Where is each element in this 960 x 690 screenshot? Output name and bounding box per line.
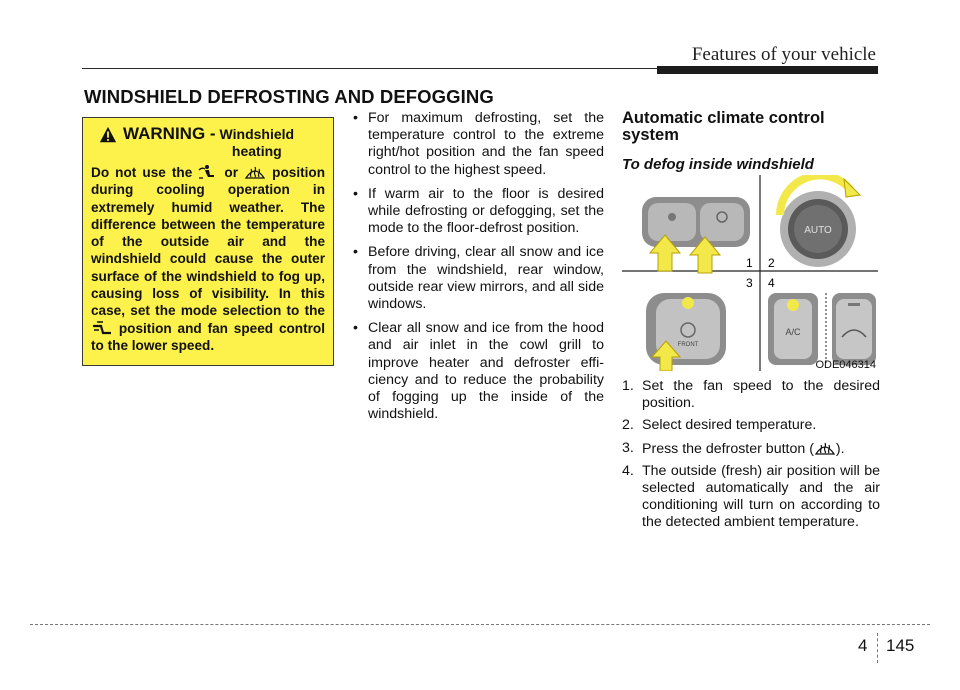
warning-text-or: or bbox=[224, 165, 245, 180]
floor-defrost-mode-icon bbox=[198, 164, 218, 180]
step-item bbox=[622, 440, 880, 458]
running-header: Features of your vehicle bbox=[691, 44, 876, 65]
bullet-item: • Before driving, clear all snow and ice from the windshield, rear window, outside rear view mirrors, and all side windows. bbox=[352, 244, 604, 313]
step-number: 4. bbox=[622, 462, 634, 479]
warning-header bbox=[99, 124, 325, 160]
step-item bbox=[622, 417, 880, 434]
bullet-item: • Clear all snow and ice from the hood and air inlet in the cowl grill to improve heater and defroster efficiency and to reduce the probability of fogging up the inside of the windshield. bbox=[352, 320, 604, 423]
floor-mode-icon bbox=[91, 320, 113, 336]
defrost-icon bbox=[814, 440, 836, 456]
step-text: Select desired temperature. bbox=[642, 417, 817, 434]
step-number: 2. bbox=[622, 417, 634, 434]
warning-text-part1: Do not use the bbox=[91, 165, 199, 180]
quadrant-number: 3 bbox=[746, 276, 753, 290]
quadrant-number: 4 bbox=[768, 276, 775, 290]
footer-rule bbox=[30, 624, 930, 625]
step-text: Set the fan speed to the desired position. bbox=[642, 378, 880, 412]
header-bar bbox=[657, 66, 878, 74]
warning-box bbox=[82, 117, 334, 366]
step-item bbox=[622, 463, 880, 532]
step-item bbox=[622, 378, 880, 412]
quadrant-number: 1 bbox=[746, 256, 753, 270]
page-number: 145 bbox=[886, 636, 915, 655]
bullet-item: • If warm air to the floor is desired while defrosting or defogging, set the mode to the floor-defrost position. bbox=[352, 186, 604, 238]
warning-text-part3: position and fan speed control to the lower speed. bbox=[91, 320, 326, 353]
footer-divider bbox=[877, 633, 878, 663]
header-rule bbox=[82, 68, 657, 69]
warning-text bbox=[91, 164, 325, 354]
quadrant-number: 2 bbox=[768, 256, 775, 270]
climate-panel-illustration bbox=[622, 175, 878, 371]
step-number: 1. bbox=[622, 378, 634, 394]
front-button-label: FRONT bbox=[677, 342, 699, 348]
figure-label: ODE046314 bbox=[815, 359, 876, 371]
climate-control-heading: Automatic climate control system bbox=[622, 109, 825, 144]
section-title: WINDSHIELD DEFROSTING AND DEFOGGING bbox=[84, 86, 494, 107]
bullet-list bbox=[352, 110, 604, 430]
warning-subtitle bbox=[220, 126, 295, 160]
step-text: ). bbox=[835, 440, 845, 457]
warning-subtitle-line1: Windshield bbox=[219, 126, 295, 142]
warning-text-part2: position during cooling operation in extremely humid weather. The difference between the temperature of the outside air and the windshield could cause the outer surface of the windshield to fog up, causing loss of visibility. In this case, set the mode selection to the bbox=[91, 165, 326, 319]
defog-subheading: To defog inside windshield bbox=[622, 156, 814, 173]
warning-subtitle-line2: heating bbox=[231, 143, 282, 159]
step-text: The outside (fresh) air position will be selected automatically and the air conditioning will turn on according to the detected ambient temperature. bbox=[642, 462, 880, 531]
warning-label: WARNING - bbox=[123, 124, 216, 143]
steps-list bbox=[622, 378, 880, 537]
climate-panel-figure bbox=[622, 175, 878, 371]
bullet-item: • For maximum defrosting, set the temperature control to the extreme right/hot position and the fan speed control to the highest speed. bbox=[352, 110, 604, 179]
right-column bbox=[622, 110, 880, 173]
step-number: 3. bbox=[622, 439, 634, 456]
step-text: Press the defroster button ( bbox=[642, 440, 814, 457]
defrost-icon bbox=[244, 164, 266, 180]
chapter-number: 4 bbox=[858, 636, 868, 655]
ac-button-label: A/C bbox=[785, 327, 801, 337]
warning-triangle-icon bbox=[99, 126, 117, 144]
knob-label: AUTO bbox=[804, 225, 832, 236]
